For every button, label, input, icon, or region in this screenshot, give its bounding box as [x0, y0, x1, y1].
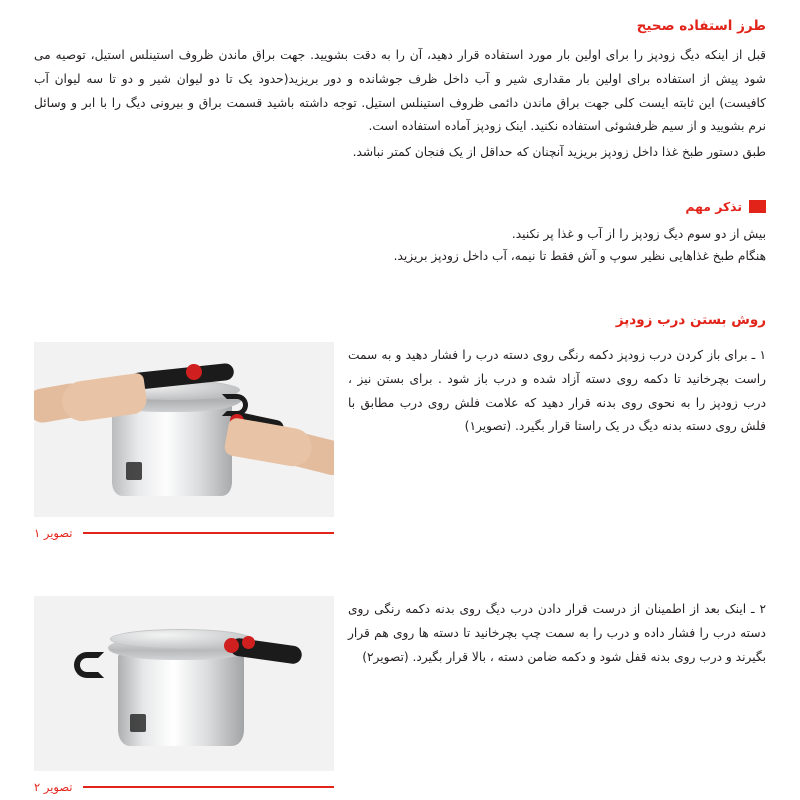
important-note-line-2: هنگام طبخ غذاهایی نظیر سوپ و آش فقط تا نیمه، آب داخل زودپز بریزید. [393, 249, 766, 264]
figure-2-image [34, 596, 334, 771]
important-note-title: تذکر مهم [685, 198, 742, 214]
figure-1-caption-row [34, 526, 334, 540]
cooker2-red-button-icon [224, 638, 239, 653]
figure-1-caption: تصویر ۱ [34, 526, 73, 541]
cooker2-side-handle-icon [74, 652, 104, 678]
section-closing-lid [34, 312, 766, 794]
figure-2-caption-row [34, 780, 334, 794]
figure-row-1 [34, 342, 766, 540]
cooker2-body-icon [118, 654, 244, 746]
figure-1-image [34, 342, 334, 517]
right-hand-icon [223, 417, 314, 469]
important-note-header [34, 199, 766, 214]
important-note-block [34, 199, 766, 268]
figure-2-instructions: ۲ ـ اینک بعد از اطمینان از درست قرار دادن درب دیگ روی بدنه دکمه رنگی روی دسته درب را فشار داده و درب را به سمت چپ بچرخانید تا دسته ها روی هم قرار بگیرند و درب روی بدنه قفل شود و دکمه ضامن دسته ، بالا قرار بگیرد. (تصویر۲) [348, 602, 766, 664]
paragraph-correct-usage-2: طبق دستور طبخ غذا داخل زودپز بریزید آنچنان که حداقل از یک فنجان کمتر نباشد. [352, 145, 766, 160]
cooker2-brand-badge-icon [130, 714, 146, 732]
cooker-brand-badge-icon [126, 462, 142, 480]
figure-1-instructions: ۱ ـ برای باز کردن درب زودپز دکمه رنگی روی دسته درب را فشار دهید و به سمت راست بچرخانید تا دکمه روی دسته آزاد شده و درب باز شود . برای بستن نیز ، درب زودپز را به نحوی روی بدنه قرار دهید که علامت فلش روی درب مطابق با فلش روی دسته بدنه دیگ در یک راستا قرار بگیرد. (تصویر۱) [348, 348, 766, 434]
figure-1-rule [83, 532, 334, 535]
section-heading-correct-usage: طرز استفاده صحیح [636, 18, 766, 34]
figure-2-caption: تصویر ۲ [34, 780, 73, 795]
red-square-marker-icon [749, 200, 766, 213]
figure-row-2 [34, 596, 766, 794]
section-heading-closing-lid: روش بستن درب زودپز [615, 312, 766, 329]
figure-2-rule [83, 786, 334, 789]
cooker2-red-button-secondary-icon [242, 636, 255, 649]
figure-2-column [34, 596, 334, 794]
figure-1-column [34, 342, 334, 540]
paragraph-correct-usage-1: قبل از اینکه دیگ زودپز را برای اولین بار مورد استفاده قرار دهید، آن را به دقت بشویید. جهت براق ماندن ظروف استینلس استیل، توصیه می شود پیش از استفاده برای اولین بار مقداری شیر و آب داخل ظرف جوشانده و دور بریزید(حدود یک تا دو لیوان شیر و دو تا سه لیوان آب کافیست) این ثابته ایست کلی جهت براق ماندن دائمی ظروف استینلس استیل. توجه داشته باشید قسمت براق و بیرونی دیگ را با ابر و وسائل نرم بشویید و از سیم ظرفشوئی استفاده نکنید. اینک زودپز آماده استفاده است. [34, 48, 766, 134]
important-note-line-1: بیش از دو سوم دیگ زودپز را از آب و غذا پر نکنید. [511, 226, 766, 241]
